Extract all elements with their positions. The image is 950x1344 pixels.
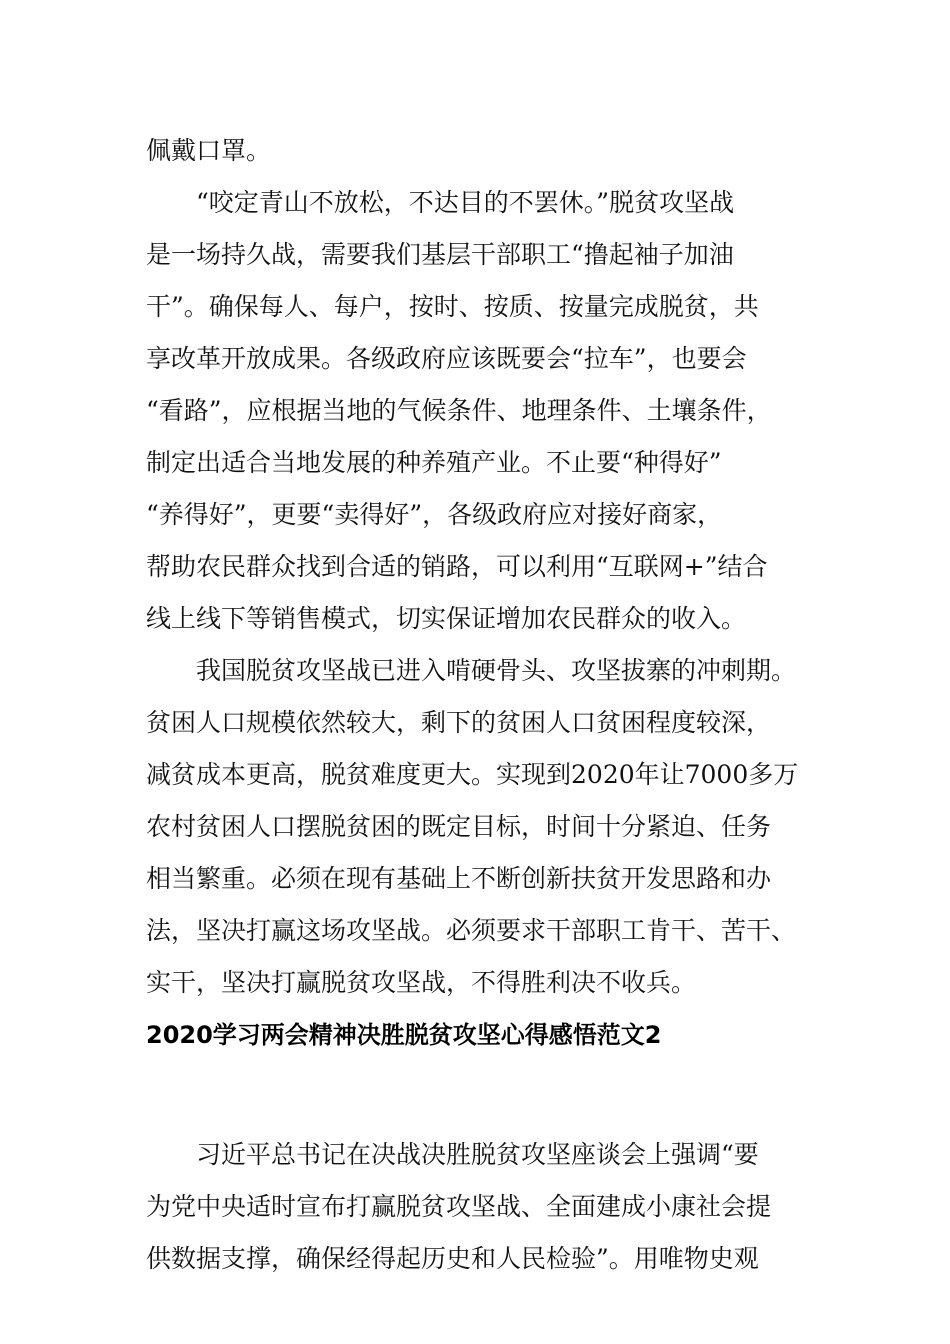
text-line: 习近平总书记在决战决胜脱贫攻坚座谈会上强调“要 (196, 1140, 759, 1169)
text-line: 是一场持久战，需要我们基层干部职工“撸起袖子加油 (146, 240, 734, 269)
section-spacer (146, 1061, 806, 1129)
text-line: 我国脱贫攻坚战已进入啃硬骨头、攻坚拔寨的冲刺期。 (196, 656, 797, 685)
text-line: 法，坚决打赢这场攻坚战。必须要求干部职工肯干、苦干、 (146, 916, 797, 945)
text-line: 干”。确保每人、每户，按时、按质、按量完成脱贫，共 (146, 292, 759, 321)
section-heading: 2020学习两会精神决胜脱贫攻坚心得感悟范文2 (146, 1021, 662, 1049)
text-line: 贫困人口规模依然较大，剩下的贫困人口贫困程度较深， (146, 708, 772, 737)
text-line: 制定出适合当地发展的种养殖产业。不止要“种得好” (146, 448, 722, 477)
text-line: 减贫成本更高，脱贫难度更大。实现到2020年让7000多万 (146, 760, 799, 789)
text-line: 佩戴口罩。 (146, 136, 272, 165)
text-line: 供数据支撑，确保经得起历史和人民检验”。用唯物史观 (146, 1244, 759, 1273)
paragraph-2 (146, 645, 806, 1009)
text-line: “养得好”，更要“卖得好”，各级政府应对接好商家， (146, 500, 723, 529)
text-line: 享改革开放成果。各级政府应该既要会“拉车”，也要会 (146, 344, 747, 373)
document-body (146, 125, 806, 1285)
text-line: 为党中央适时宣布打赢脱贫攻坚战、全面建成小康社会提 (146, 1192, 772, 1221)
text-line: 相当繁重。必须在现有基础上不断创新扶贫开发思路和办 (146, 864, 772, 893)
paragraph-continuation (146, 125, 806, 177)
text-line: 实干，坚决打赢脱贫攻坚战，不得胜利决不收兵。 (146, 968, 697, 997)
text-line: “咬定青山不放松，不达目的不罢休。”脱贫攻坚战 (196, 188, 735, 217)
text-line: 农村贫困人口摆脱贫困的既定目标，时间十分紧迫、任务 (146, 812, 772, 841)
text-line: 线上线下等销售模式，切实保证增加农民群众的收入。 (146, 604, 747, 633)
paragraph-3 (146, 1129, 806, 1285)
paragraph-1 (146, 177, 806, 645)
text-line: 帮助农民群众找到合适的销路，可以利用“互联网+”结合 (146, 552, 768, 581)
text-line: “看路”，应根据当地的气候条件、地理条件、土壤条件， (146, 396, 772, 425)
